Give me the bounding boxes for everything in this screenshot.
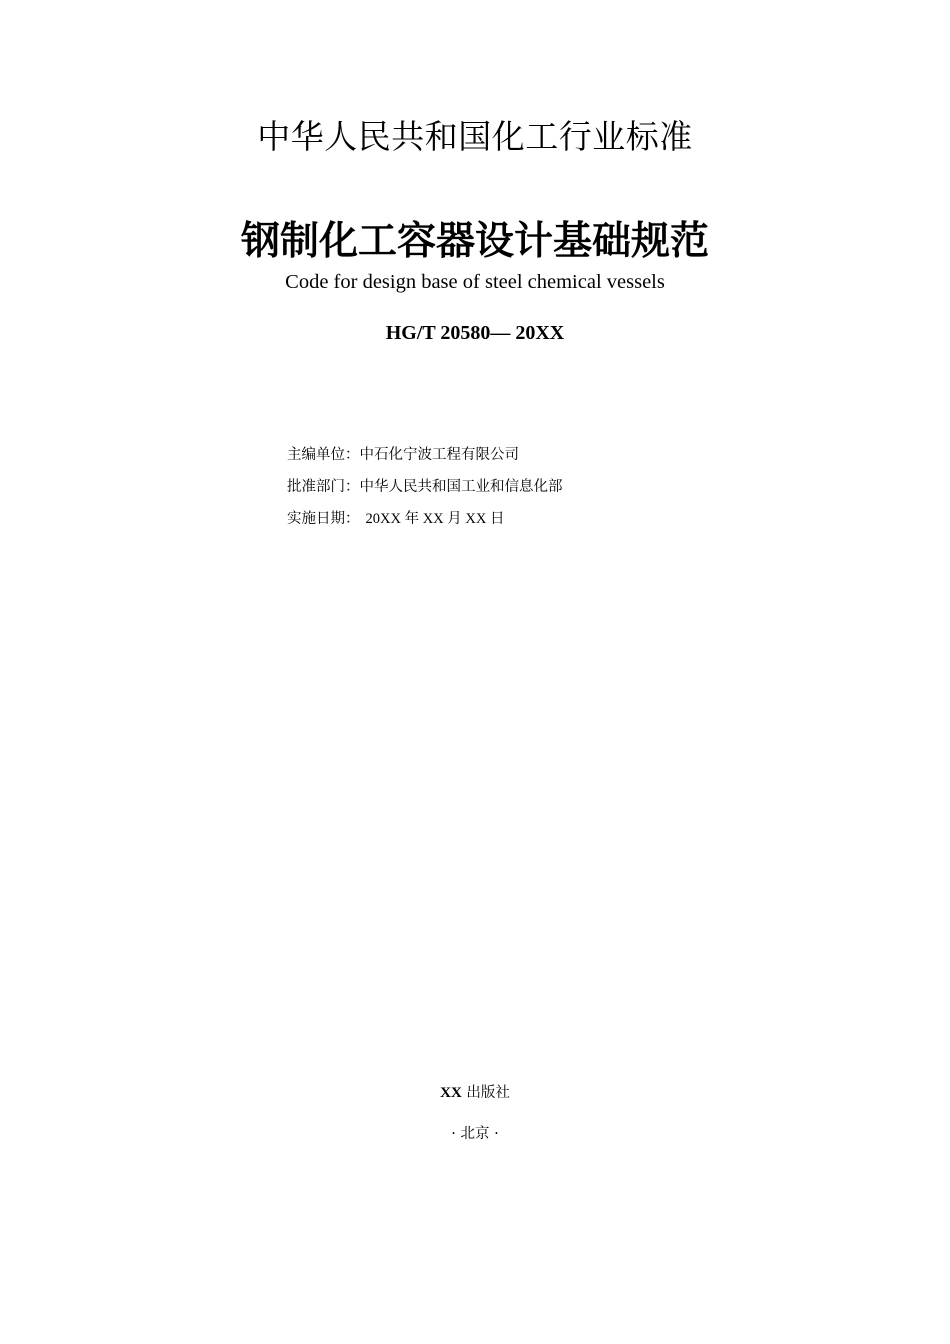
effective-date-label: 实施日期： (287, 511, 360, 527)
approver-label: 批准部门： (287, 479, 360, 495)
publisher-name-suffix: 出版社 (461, 1085, 510, 1101)
document-info-block (287, 443, 563, 539)
publisher-name-prefix: XX (440, 1085, 462, 1101)
document-english-title: Code for design base of steel chemical vessels (285, 271, 665, 293)
effective-date-row (287, 507, 563, 539)
editor-row (287, 443, 563, 475)
effective-date-value: 20XX 年 XX 月 XX 日 (365, 511, 505, 527)
standard-code: HG/T 20580— 20XX (385, 322, 565, 344)
document-title: 钢制化工容器设计基础规范 (240, 219, 709, 264)
editor-label: 主编单位： (287, 447, 360, 463)
editor-value: 中石化宁波工程有限公司 (359, 447, 519, 463)
publisher (0, 1081, 950, 1105)
industry-standard-heading: 中华人民共和国化工行业标准 (257, 117, 693, 156)
approver-value: 中华人民共和国工业和信息化部 (359, 479, 563, 495)
publisher-city: · 北京 · (451, 1126, 499, 1142)
approver-row (287, 475, 563, 507)
